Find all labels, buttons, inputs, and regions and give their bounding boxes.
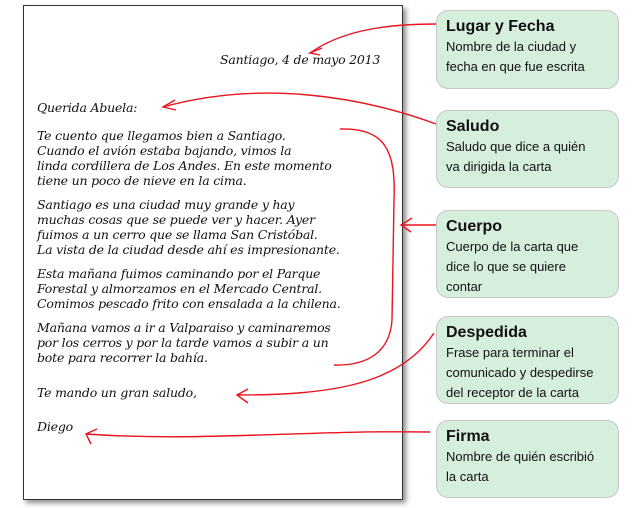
label-title: Despedida	[446, 324, 527, 341]
letter-closing: Te mando un gran saludo,	[37, 385, 197, 400]
letter-line: por los cerros y por la tarde vamos a subir a un	[37, 335, 329, 350]
letter-line: Te cuento que llegamos bien a Santiago.	[37, 128, 286, 143]
arrow-lugar-fecha	[310, 24, 436, 55]
label-desc: Nombre de quién escribió	[446, 449, 595, 464]
label-despedida	[436, 316, 619, 404]
label-firma	[436, 420, 619, 498]
label-desc: Frase para terminar el	[446, 345, 574, 360]
label-desc: va dirigida la carta	[446, 159, 552, 174]
label-title: Saludo	[446, 118, 500, 135]
label-cuerpo	[436, 210, 619, 298]
arrow-despedida	[237, 333, 434, 403]
letter-line: Forestal y almorzamos en el Mercado Central.	[37, 281, 322, 296]
letter-line: fuimos a un cerro que se llama San Cristóbal.	[37, 227, 318, 242]
label-desc: dice lo que se quiere	[446, 259, 566, 274]
label-saludo	[436, 110, 619, 188]
letter-line: Comimos pescado frito con ensalada a la chilena.	[37, 296, 341, 311]
letter-line: linda cordillera de Los Andes. En este momento	[37, 158, 332, 173]
letter-line: Santiago es una ciudad muy grande y hay	[37, 197, 295, 212]
label-desc: Nombre de la ciudad y	[446, 39, 577, 54]
label-desc: contar	[446, 279, 483, 294]
letter-line: bote para recorrer la bahía.	[37, 350, 208, 365]
label-desc: la carta	[446, 469, 489, 484]
label-lugar-fecha	[436, 10, 619, 89]
letter-date: Santiago, 4 de mayo 2013	[220, 52, 381, 67]
arrow-firma	[86, 429, 430, 444]
bracket-cuerpo	[334, 129, 394, 365]
label-desc: Saludo que dice a quién	[446, 139, 586, 154]
label-desc: del receptor de la carta	[446, 385, 579, 400]
letter-line: La vista de la ciudad desde ahí es impresionante.	[37, 242, 340, 257]
letter-line: Mañana vamos a ir a Valparaiso y caminaremos	[37, 320, 331, 335]
letter-line: muchas cosas que se puede ver y hacer. Ayer	[37, 212, 315, 227]
label-title: Cuerpo	[446, 218, 502, 235]
letter-line: tiene un poco de nieve en la cima.	[37, 173, 247, 188]
letter-signature: Diego	[37, 419, 73, 434]
letter-greeting: Querida Abuela:	[37, 100, 138, 115]
arrow-cuerpo	[401, 218, 436, 232]
label-title: Firma	[446, 428, 490, 445]
letter-line: Esta mañana fuimos caminando por el Parque	[37, 266, 321, 281]
label-desc: Cuerpo de la carta que	[446, 239, 579, 254]
letter-line: Cuando el avión estaba bajando, vimos la	[37, 143, 292, 158]
label-desc: comunicado y despedirse	[446, 365, 594, 380]
label-title: Lugar y Fecha	[446, 18, 555, 35]
arrow-saludo	[163, 93, 436, 124]
label-desc: fecha en que fue escrita	[446, 59, 585, 74]
